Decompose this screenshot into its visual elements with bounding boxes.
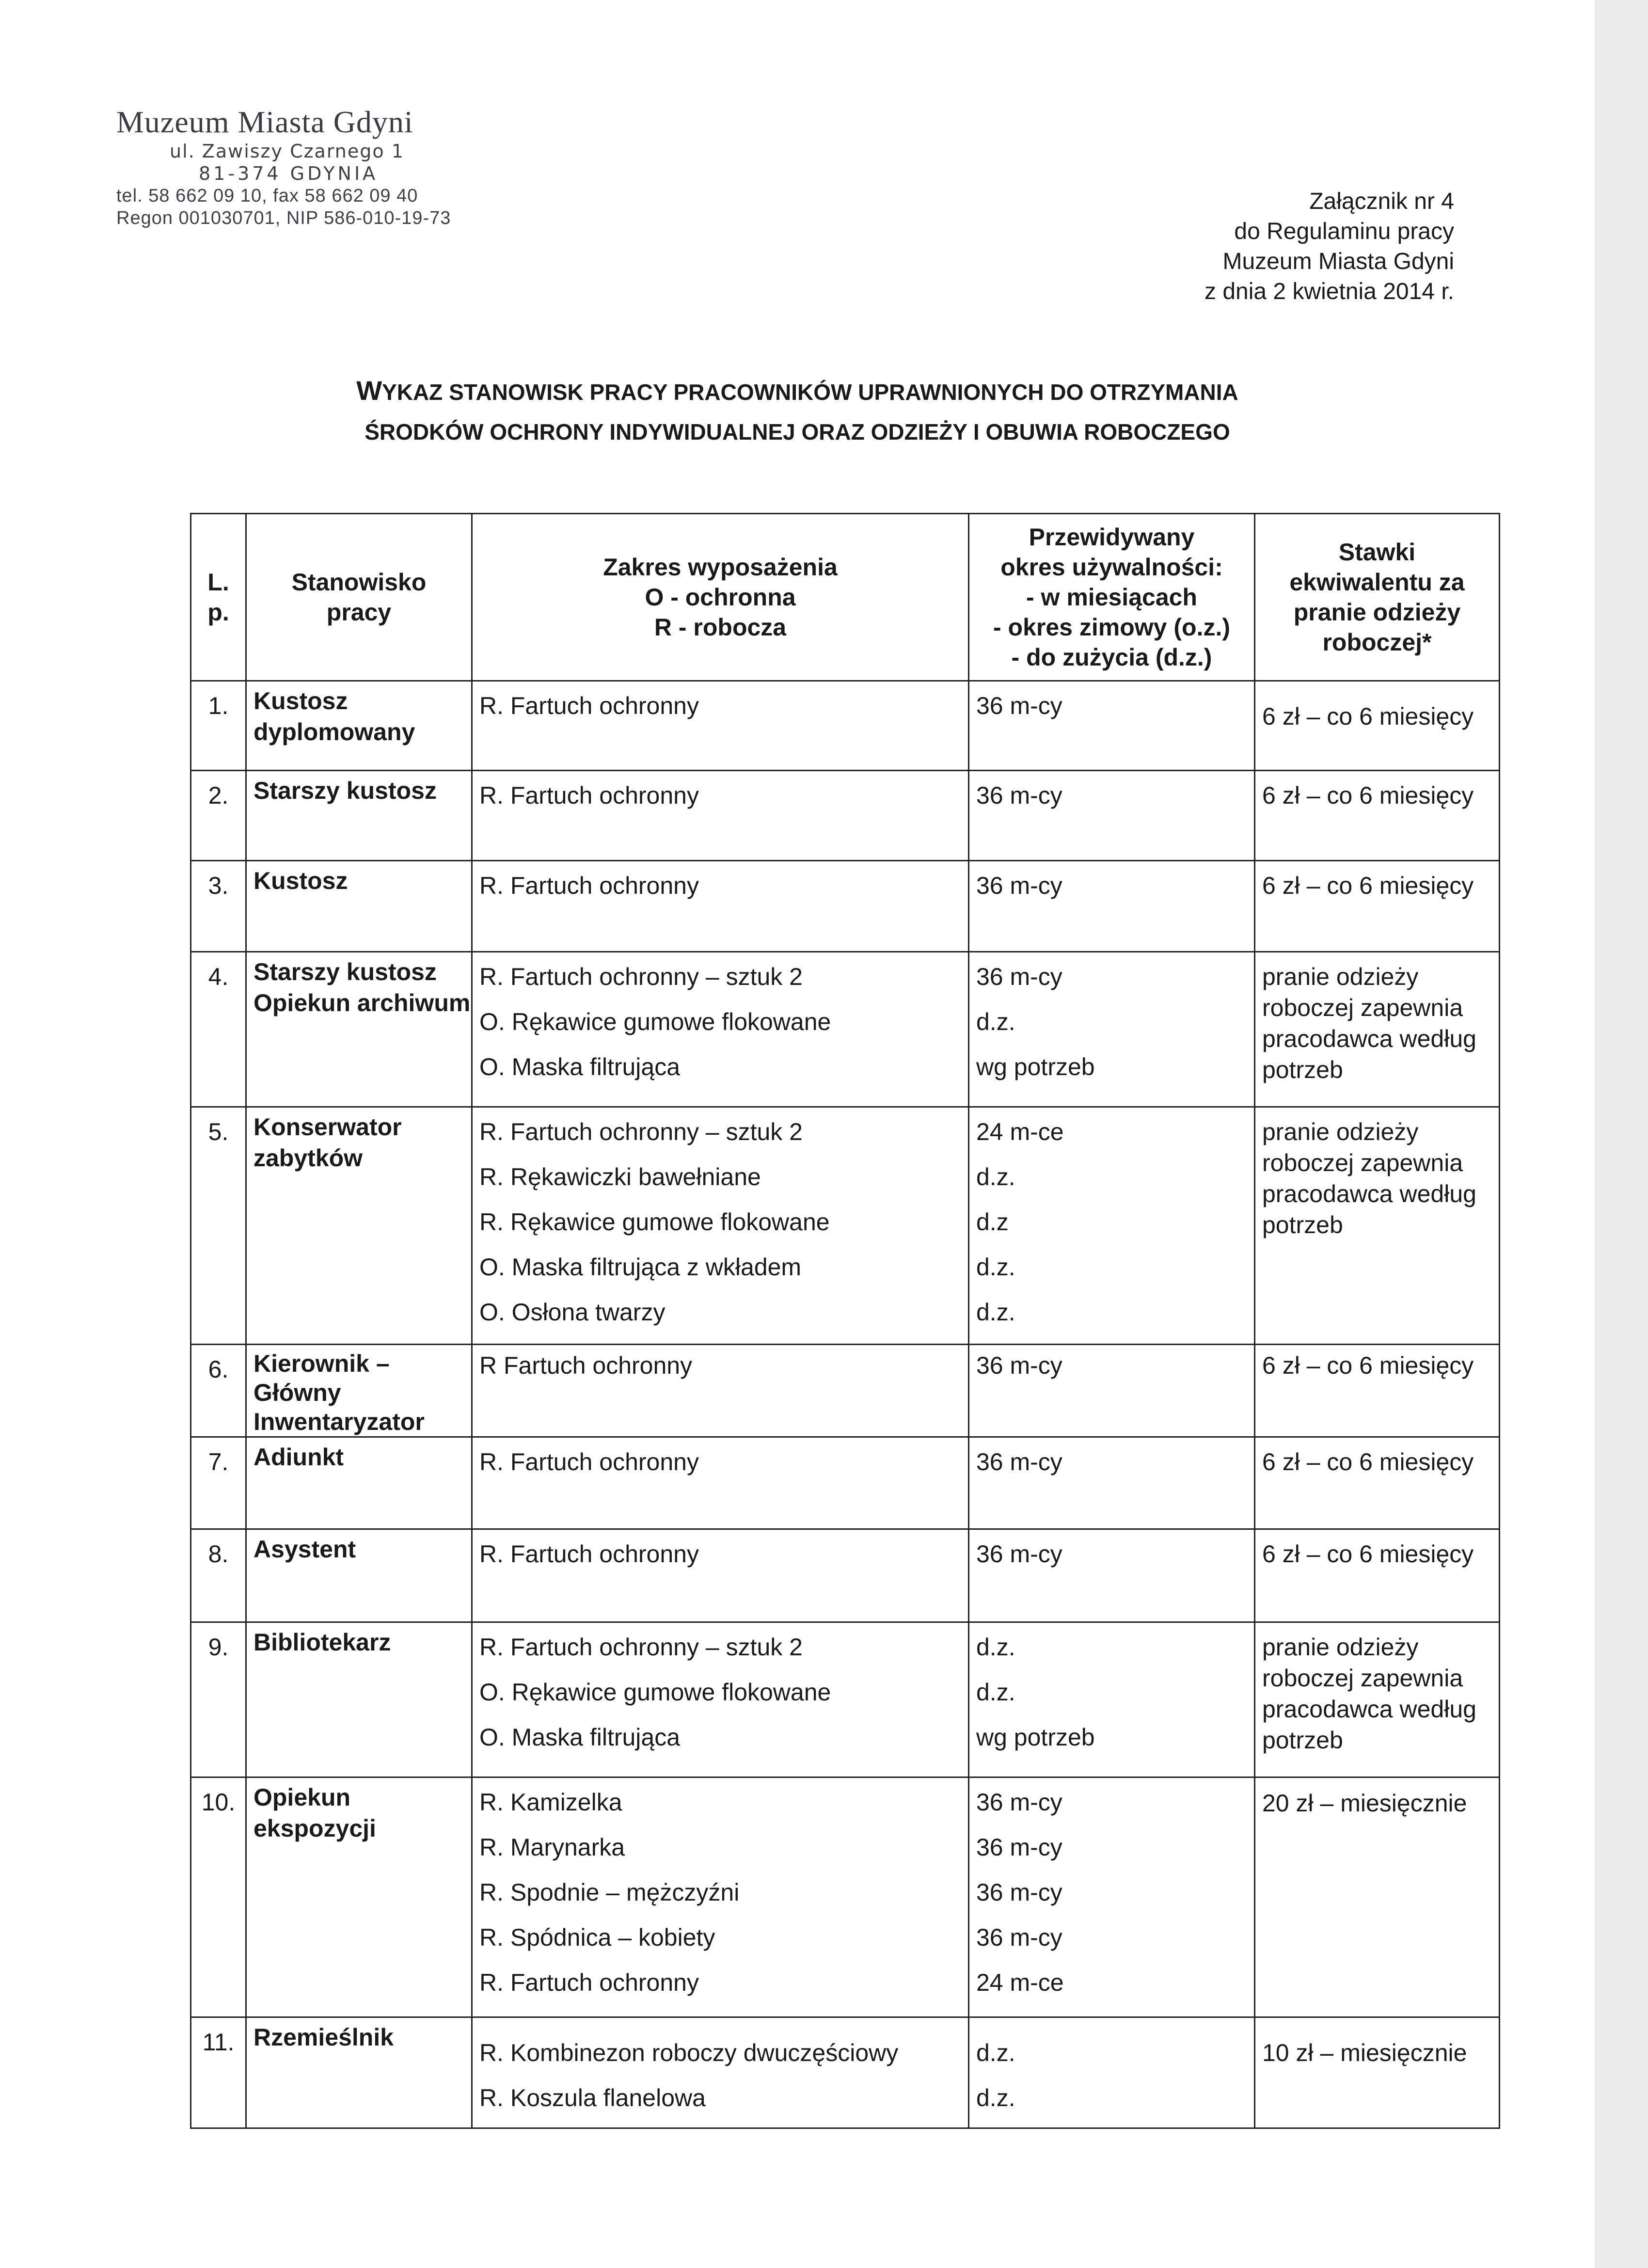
row-periods bbox=[969, 1345, 1255, 1437]
period: 36 m-cy bbox=[976, 1924, 1062, 1951]
period: 36 m-cy bbox=[976, 1540, 1062, 1568]
period: wg potrzeb bbox=[976, 1724, 1095, 1751]
period: wg potrzeb bbox=[976, 1053, 1095, 1080]
header-text: Stanowisko bbox=[291, 569, 427, 596]
row-rate: 6 zł – co 6 miesięcy bbox=[1255, 771, 1500, 861]
stamp-org-name: Muzeum Miasta Gdyni bbox=[116, 105, 413, 139]
table-row bbox=[191, 952, 1500, 1107]
institution-stamp bbox=[116, 104, 485, 229]
row-periods bbox=[969, 2017, 1255, 2128]
period: d.z. bbox=[976, 1008, 1015, 1035]
period: 24 m-ce bbox=[976, 1118, 1064, 1145]
period: 36 m-cy bbox=[976, 1789, 1062, 1816]
row-rate: 6 zł – co 6 miesięcy bbox=[1255, 681, 1500, 771]
row-position: Opiekun ekspozycji bbox=[246, 1777, 472, 2017]
item: O. Maska filtrująca bbox=[479, 1724, 681, 1751]
row-items bbox=[472, 2017, 969, 2128]
table-row bbox=[191, 1622, 1500, 1777]
item: R. Marynarka bbox=[479, 1834, 625, 1861]
item: R Fartuch ochronny bbox=[479, 1352, 693, 1379]
row-rate: pranie odzieży roboczej zapewnia pracodawca według potrzeb bbox=[1255, 1622, 1500, 1777]
row-items bbox=[472, 1107, 969, 1345]
item: R. Spódnica – kobiety bbox=[479, 1924, 715, 1951]
row-position: Starszy kustosz bbox=[246, 771, 472, 861]
period: 24 m-ce bbox=[976, 1969, 1064, 1996]
item: R. Fartuch ochronny bbox=[479, 872, 699, 899]
period: d.z. bbox=[976, 1634, 1015, 1661]
header-rate bbox=[1255, 514, 1500, 681]
row-rate: 6 zł – co 6 miesięcy bbox=[1255, 861, 1500, 952]
title-line-1 bbox=[0, 371, 1595, 412]
item: O. Maska filtrująca bbox=[479, 1053, 681, 1080]
item: R. Koszula flanelowa bbox=[479, 2084, 706, 2111]
item: R. Fartuch ochronny bbox=[479, 1448, 699, 1475]
row-items bbox=[472, 1529, 969, 1622]
row-rate: 6 zł – co 6 miesięcy bbox=[1255, 1345, 1500, 1437]
header-period bbox=[969, 514, 1255, 681]
period: d.z. bbox=[976, 2084, 1015, 2111]
period: 36 m-cy bbox=[976, 872, 1062, 899]
item: R. Fartuch ochronny bbox=[479, 692, 699, 719]
header-lp bbox=[191, 514, 246, 681]
annex-line: Muzeum Miasta Gdyni bbox=[1222, 249, 1454, 274]
table-row bbox=[191, 771, 1500, 861]
item: R. Fartuch ochronny bbox=[479, 782, 699, 809]
row-lp: 4. bbox=[191, 952, 246, 1107]
row-periods bbox=[969, 1622, 1255, 1777]
row-lp: 8. bbox=[191, 1529, 246, 1622]
period: d.z. bbox=[976, 1679, 1015, 1706]
item: O. Maska filtrująca z wkładem bbox=[479, 1253, 802, 1281]
row-lp: 7. bbox=[191, 1437, 246, 1529]
header-text: pracy bbox=[326, 599, 392, 626]
table-row bbox=[191, 2017, 1500, 2128]
row-rate: 20 zł – miesięcznie bbox=[1255, 1777, 1500, 2017]
row-periods bbox=[969, 681, 1255, 771]
period: 36 m-cy bbox=[976, 1352, 1062, 1379]
header-text: Przewidywany bbox=[1029, 523, 1195, 551]
item: R. Kamizelka bbox=[479, 1789, 622, 1816]
header-position bbox=[246, 514, 472, 681]
row-items bbox=[472, 861, 969, 952]
row-items bbox=[472, 1622, 969, 1777]
item: O. Osłona twarzy bbox=[479, 1299, 666, 1326]
row-position: Adiunkt bbox=[246, 1437, 472, 1529]
row-lp: 6. bbox=[191, 1345, 246, 1437]
period: 36 m-cy bbox=[976, 1879, 1062, 1906]
header-text: - do zużycia (d.z.) bbox=[1011, 644, 1212, 671]
item: O. Rękawice gumowe flokowane bbox=[479, 1679, 831, 1706]
title-line-2: ŚRODKÓW OCHRONY INDYWIDUALNEJ ORAZ ODZIEŻY I OBUWIA ROBOCZEGO bbox=[364, 419, 1230, 444]
item: R. Fartuch ochronny – sztuk 2 bbox=[479, 1118, 803, 1145]
period: 36 m-cy bbox=[976, 963, 1062, 990]
stamp-registry: Regon 001030701, NIP 586-010-19-73 bbox=[116, 208, 451, 228]
row-position: Konserwator zabytków bbox=[246, 1107, 472, 1345]
item: R. Fartuch ochronny – sztuk 2 bbox=[479, 1634, 803, 1661]
stamp-city: 81-374 GDYNIA bbox=[199, 163, 379, 184]
header-text: L. bbox=[207, 569, 229, 596]
period: d.z bbox=[976, 1208, 1009, 1236]
period: 36 m-cy bbox=[976, 1834, 1062, 1861]
row-periods bbox=[969, 1437, 1255, 1529]
row-items bbox=[472, 952, 969, 1107]
annex-line: z dnia 2 kwietnia 2014 r. bbox=[1204, 279, 1454, 304]
table-row bbox=[191, 681, 1500, 771]
header-text: ekwiwalentu za bbox=[1289, 569, 1465, 596]
row-periods bbox=[969, 952, 1255, 1107]
equipment-table bbox=[190, 513, 1500, 2129]
header-text: pranie odzieży bbox=[1293, 599, 1461, 626]
row-periods bbox=[969, 1529, 1255, 1622]
item: R. Spodnie – mężczyźni bbox=[479, 1879, 740, 1906]
row-position: Kierownik – Główny Inwentaryzator bbox=[246, 1345, 472, 1437]
row-position: Kustosz bbox=[246, 861, 472, 952]
row-periods bbox=[969, 1107, 1255, 1345]
row-lp: 10. bbox=[191, 1777, 246, 2017]
row-items bbox=[472, 681, 969, 771]
row-lp: 5. bbox=[191, 1107, 246, 1345]
item: R. Rękawice gumowe flokowane bbox=[479, 1208, 830, 1236]
row-rate: pranie odzieży roboczej zapewnia pracodawca według potrzeb bbox=[1255, 952, 1500, 1107]
period: 36 m-cy bbox=[976, 782, 1062, 809]
period: d.z. bbox=[976, 1163, 1015, 1190]
header-text: Stawki bbox=[1338, 539, 1416, 566]
period: d.z. bbox=[976, 1299, 1015, 1326]
header-text: - okres zimowy (o.z.) bbox=[993, 614, 1230, 641]
annex-line: Załącznik nr 4 bbox=[1309, 189, 1454, 214]
stamp-phone: tel. 58 662 09 10, fax 58 662 09 40 bbox=[116, 186, 418, 206]
row-rate: pranie odzieży roboczej zapewnia pracodawca według potrzeb bbox=[1255, 1107, 1500, 1345]
table-row bbox=[191, 1777, 1500, 2017]
stamp-street: ul. Zawiszy Czarnego 1 bbox=[170, 141, 404, 162]
item: R. Fartuch ochronny – sztuk 2 bbox=[479, 963, 803, 990]
header-text: okres używalności: bbox=[1000, 554, 1223, 581]
annex-note bbox=[1204, 187, 1454, 307]
table-header-row bbox=[191, 514, 1500, 681]
header-text: Zakres wyposażenia bbox=[603, 554, 838, 581]
row-periods bbox=[969, 861, 1255, 952]
table-row bbox=[191, 1345, 1500, 1437]
row-position: Starszy kustosz Opiekun archiwum bbox=[246, 952, 472, 1107]
row-periods bbox=[969, 771, 1255, 861]
period: 36 m-cy bbox=[976, 692, 1062, 719]
row-position: Bibliotekarz bbox=[246, 1622, 472, 1777]
item: R. Fartuch ochronny bbox=[479, 1540, 699, 1568]
item: R. Rękawiczki bawełniane bbox=[479, 1163, 761, 1190]
item: R. Kombinezon roboczy dwuczęściowy bbox=[479, 2039, 899, 2066]
row-lp: 3. bbox=[191, 861, 246, 952]
table-row bbox=[191, 861, 1500, 952]
table-row bbox=[191, 1437, 1500, 1529]
row-lp: 11. bbox=[191, 2017, 246, 2128]
row-rate: 10 zł – miesięcznie bbox=[1255, 2017, 1500, 2128]
row-position: Rzemieślnik bbox=[246, 2017, 472, 2128]
annex-line: do Regulaminu pracy bbox=[1234, 219, 1454, 244]
document-title bbox=[0, 371, 1595, 452]
row-position: Kustosz dyplomowany bbox=[246, 681, 472, 771]
item: R. Fartuch ochronny bbox=[479, 1969, 699, 1996]
row-lp: 1. bbox=[191, 681, 246, 771]
header-text: p. bbox=[207, 599, 229, 626]
item: O. Rękawice gumowe flokowane bbox=[479, 1008, 831, 1035]
row-rate: 6 zł – co 6 miesięcy bbox=[1255, 1529, 1500, 1622]
row-position: Asystent bbox=[246, 1529, 472, 1622]
header-scope bbox=[472, 514, 969, 681]
period: d.z. bbox=[976, 1253, 1015, 1281]
table-row bbox=[191, 1529, 1500, 1622]
period: 36 m-cy bbox=[976, 1448, 1062, 1475]
row-lp: 2. bbox=[191, 771, 246, 861]
header-text: roboczej* bbox=[1322, 629, 1432, 656]
header-text: O - ochronna bbox=[645, 584, 796, 611]
header-text: - w miesiącach bbox=[1026, 584, 1197, 611]
period: d.z. bbox=[976, 2039, 1015, 2066]
row-lp: 9. bbox=[191, 1622, 246, 1777]
title-initial: W bbox=[356, 375, 382, 406]
header-text: R - robocza bbox=[654, 614, 787, 641]
row-items bbox=[472, 1777, 969, 2017]
row-periods bbox=[969, 1777, 1255, 2017]
row-rate: 6 zł – co 6 miesięcy bbox=[1255, 1437, 1500, 1529]
title-line-1-text: YKAZ STANOWISK PRACY PRACOWNIKÓW UPRAWNIONYCH DO OTRZYMANIA bbox=[382, 380, 1238, 405]
row-items bbox=[472, 1345, 969, 1437]
row-items bbox=[472, 1437, 969, 1529]
table-row bbox=[191, 1107, 1500, 1345]
row-items bbox=[472, 771, 969, 861]
